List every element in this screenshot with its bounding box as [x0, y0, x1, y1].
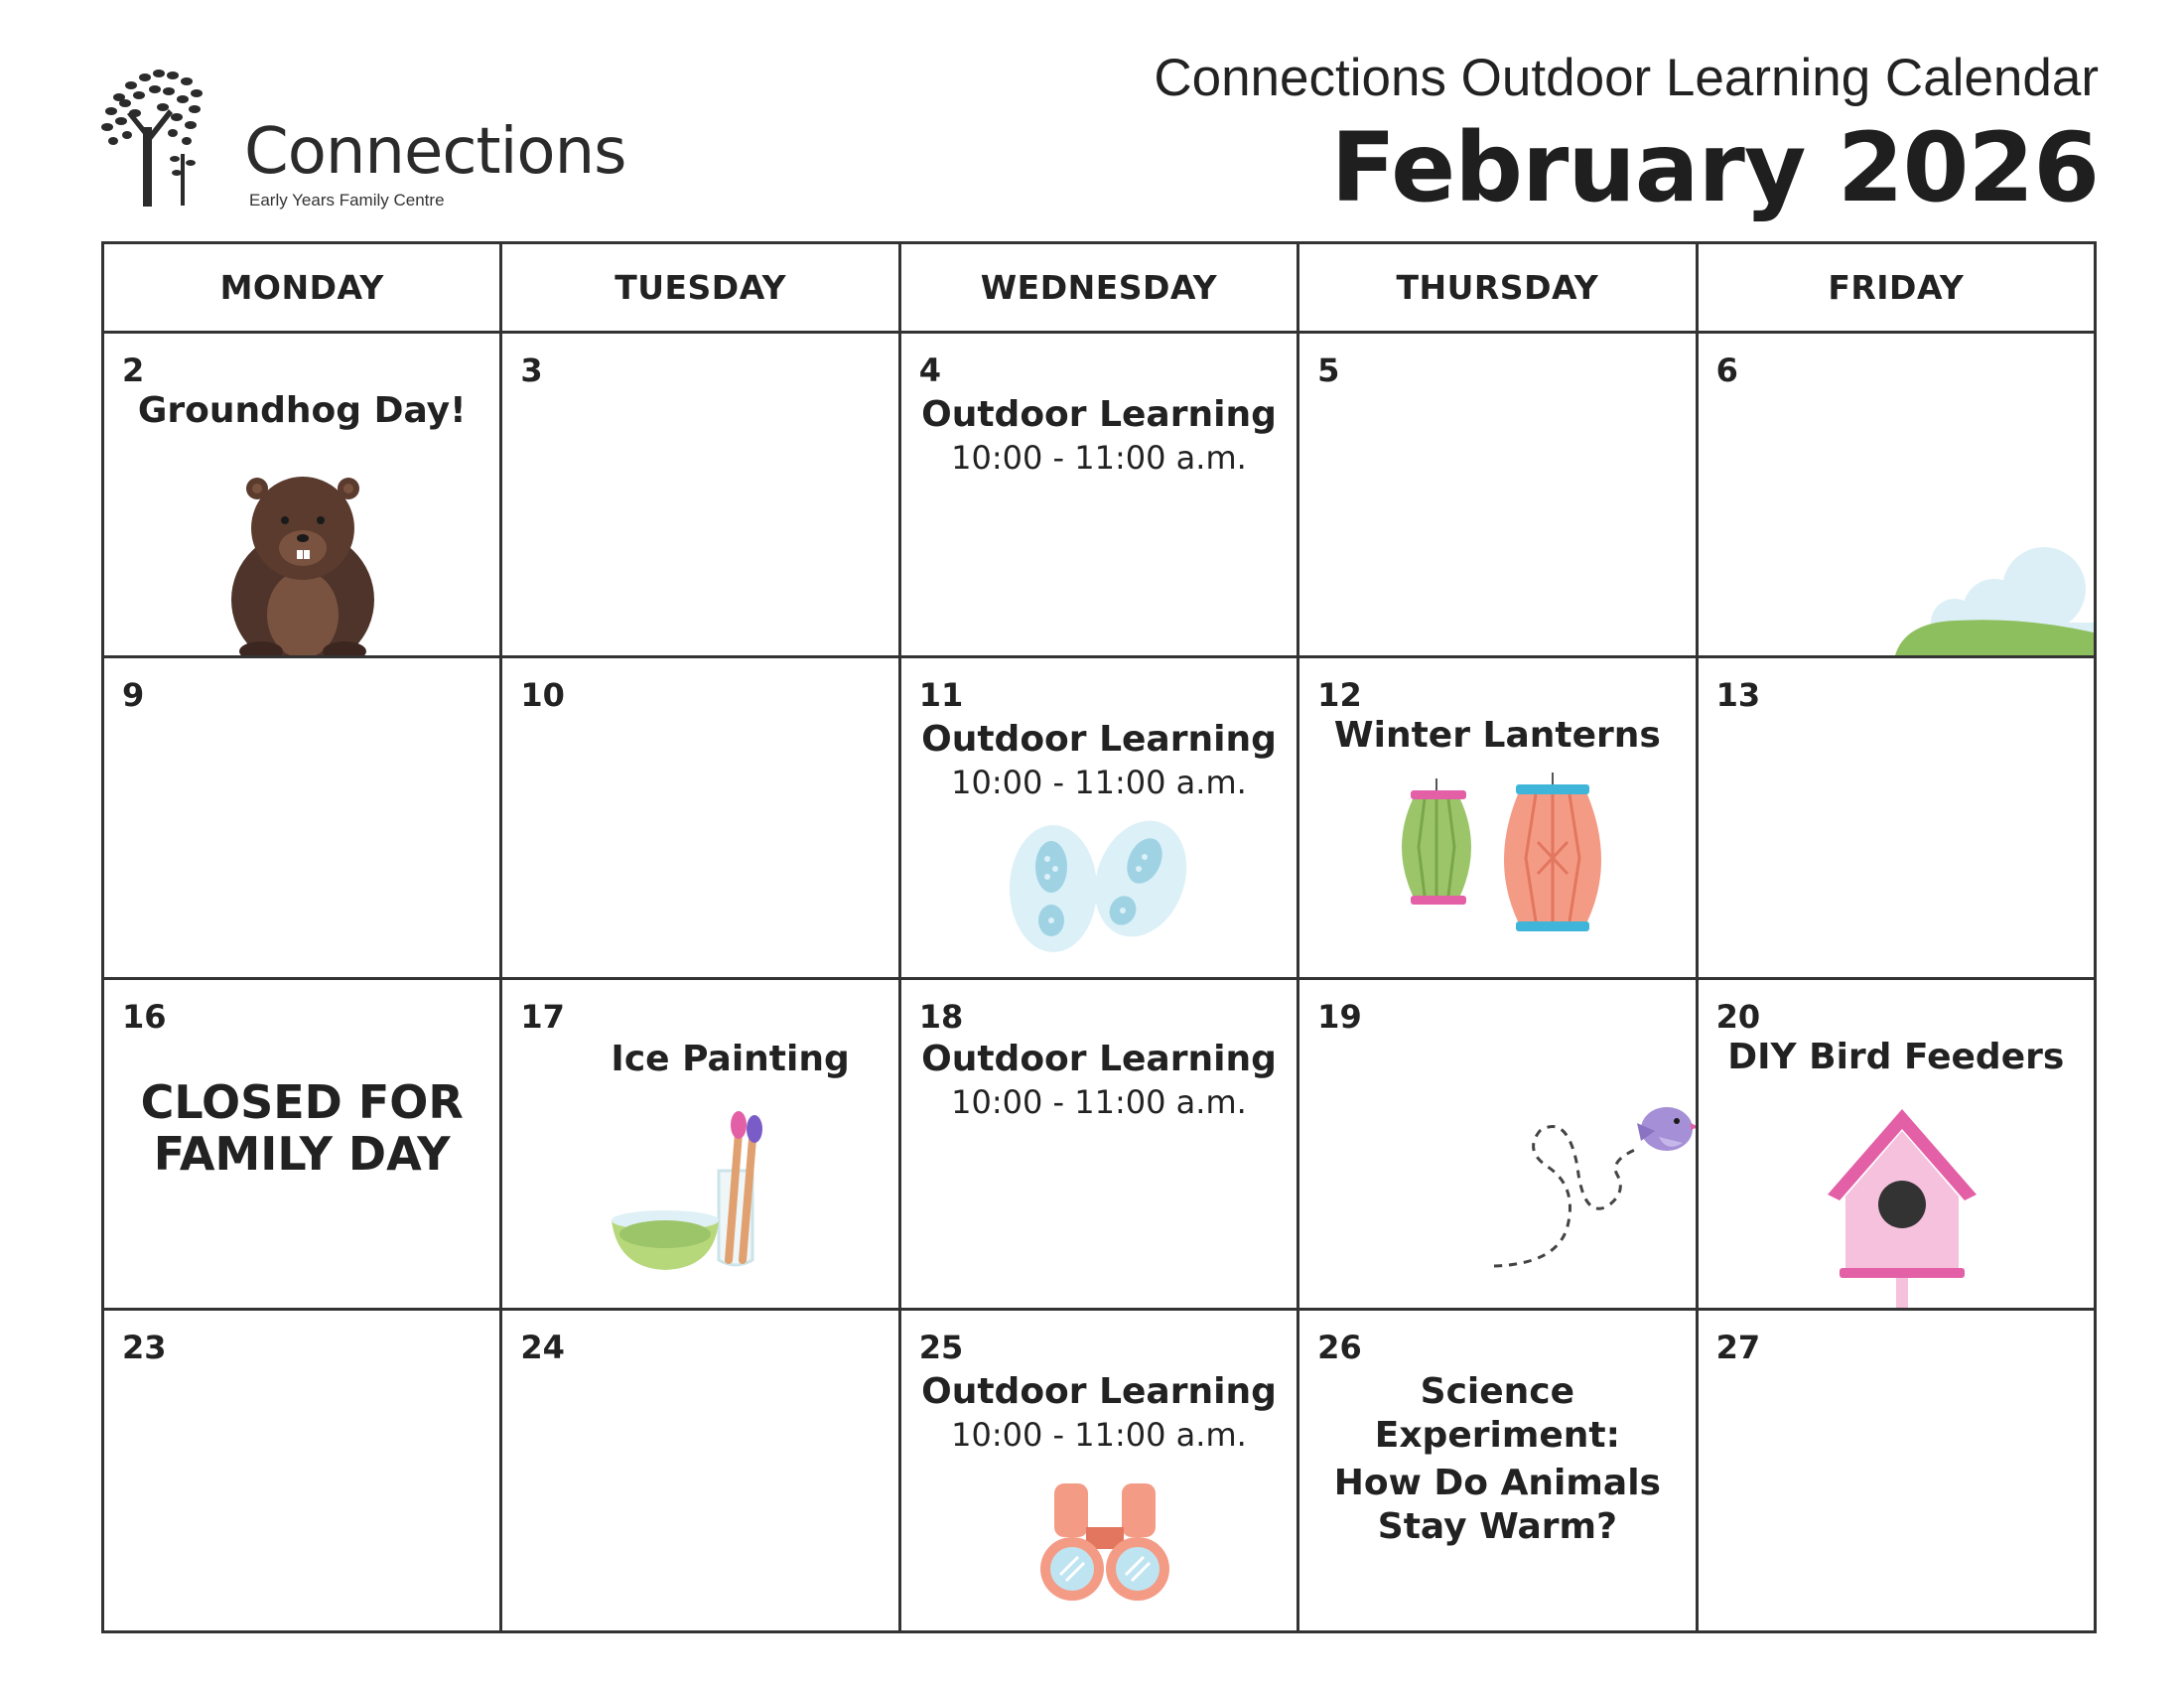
tree-logo-icon [97, 60, 246, 209]
day-cell [1298, 657, 1697, 979]
event-time: 10:00 - 11:00 a.m. [951, 1083, 1247, 1121]
groundhog-icon [223, 471, 382, 655]
logo-tagline: Early Years Family Centre [249, 191, 445, 210]
binoculars-icon [1040, 1477, 1169, 1607]
day-cell [1298, 979, 1697, 1310]
closed-notice [104, 1077, 499, 1180]
event-title: Outdoor Learning [921, 1371, 1277, 1412]
day-number: 20 [1715, 998, 1761, 1036]
birdhouse-icon [1826, 1109, 1979, 1308]
day-number: 26 [1317, 1329, 1362, 1366]
logo [97, 60, 626, 218]
event-title: Outdoor Learning [921, 1039, 1277, 1079]
day-cell [103, 1310, 501, 1632]
day-cell [103, 979, 501, 1310]
calendar-subtitle: Connections Outdoor Learning Calendar [1154, 49, 2099, 107]
day-number: 5 [1317, 352, 1340, 389]
day-number: 18 [918, 998, 964, 1036]
event-title: Outdoor Learning [921, 719, 1277, 760]
weekday-header: THURSDAY [1298, 243, 1697, 333]
day-cell [1697, 1310, 2095, 1632]
day-cell [501, 979, 899, 1310]
day-number: 12 [1317, 676, 1362, 714]
weekday-header: TUESDAY [501, 243, 899, 333]
footprints-icon [1006, 817, 1194, 956]
day-number: 3 [520, 352, 543, 389]
logo-wordmark: Connections [244, 115, 626, 189]
event-line-3: Stay Warm? [1377, 1505, 1617, 1547]
weekday-header: MONDAY [103, 243, 501, 333]
week-row [103, 1310, 2096, 1632]
event-title: Ice Painting [611, 1039, 850, 1079]
event-time: 10:00 - 11:00 a.m. [951, 1416, 1247, 1454]
day-number: 19 [1317, 998, 1362, 1036]
closed-line-2: FAMILY DAY [153, 1126, 451, 1181]
day-number: 17 [520, 998, 565, 1036]
event-title: Outdoor Learning [921, 394, 1277, 435]
day-cell [1697, 979, 2095, 1310]
weekday-header: FRIDAY [1697, 243, 2095, 333]
day-cell [501, 657, 899, 979]
day-cell [899, 333, 1297, 657]
day-number: 2 [122, 352, 145, 389]
event-time: 10:00 - 11:00 a.m. [951, 764, 1247, 801]
lanterns-icon [1379, 773, 1617, 946]
day-number: 23 [122, 1329, 167, 1366]
closed-line-1: CLOSED FOR [140, 1075, 464, 1129]
day-number: 10 [520, 676, 565, 714]
weekday-header-row [103, 243, 2096, 333]
event-line-2: How Do Animals [1333, 1462, 1661, 1503]
day-number: 24 [520, 1329, 565, 1366]
event-time: 10:00 - 11:00 a.m. [951, 439, 1247, 477]
paint-bowl-icon [602, 1111, 790, 1280]
day-cell [1697, 657, 2095, 979]
bird-icon [1488, 1107, 1695, 1276]
event-title: DIY Bird Feeders [1727, 1037, 2065, 1077]
day-number: 25 [918, 1329, 964, 1366]
day-cell [1697, 333, 2095, 657]
day-cell [103, 333, 501, 657]
day-number: 9 [122, 676, 145, 714]
day-cell [501, 1310, 899, 1632]
day-number: 16 [122, 998, 167, 1036]
week-row [103, 979, 2096, 1310]
day-cell [899, 1310, 1297, 1632]
day-cell [899, 657, 1297, 979]
calendar-table [101, 241, 2097, 1633]
day-cell [501, 333, 899, 657]
day-number: 4 [918, 352, 942, 389]
weekday-header: WEDNESDAY [899, 243, 1297, 333]
event-title [1299, 1370, 1695, 1549]
event-title: Winter Lanterns [1333, 715, 1661, 756]
week-row [103, 657, 2096, 979]
day-number: 11 [918, 676, 964, 714]
day-cell [1298, 1310, 1697, 1632]
day-number: 13 [1715, 676, 1761, 714]
day-number: 6 [1715, 352, 1738, 389]
day-cell [103, 657, 501, 979]
day-cell [1298, 333, 1697, 657]
month-title: February 2026 [1330, 112, 2099, 223]
cloud-hill-icon [1895, 541, 2094, 655]
week-row [103, 333, 2096, 657]
event-line-1: Science Experiment: [1374, 1371, 1620, 1456]
event-title: Groundhog Day! [137, 390, 467, 431]
calendar-grid [101, 241, 2097, 1631]
day-number: 27 [1715, 1329, 1761, 1366]
day-cell [899, 979, 1297, 1310]
